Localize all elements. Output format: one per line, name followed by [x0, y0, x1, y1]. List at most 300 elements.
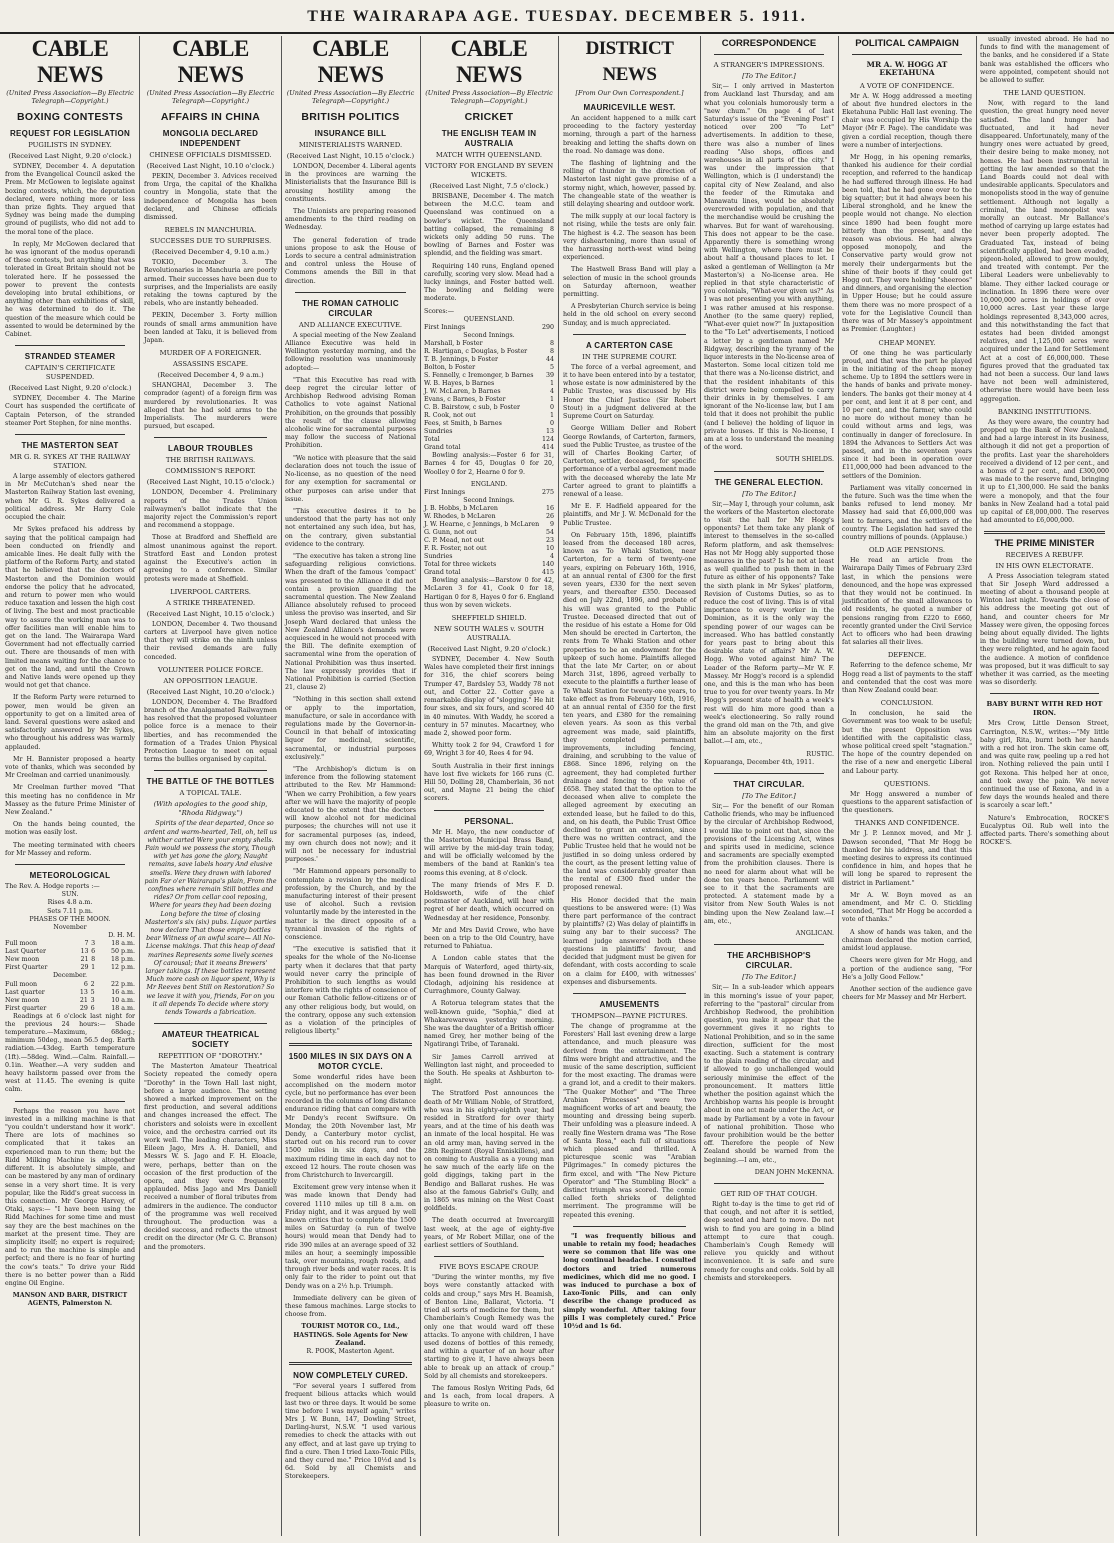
- paragraph: A Rotorua telegram states that the well-known guide, "Sophia," died at Whakarewarewa yesterday morning. She was the daughter of a British officer named Grey, her mother being of the Ngatirangi Tribe, of Taranaki.: [424, 1000, 554, 1049]
- paragraph: Mr and Mrs David Crowe, who have been on a trip to the Old Country, have returned to Pahiatua.: [424, 926, 554, 951]
- paragraph: "The executive has taken a strong line safeguarding religious convictions. When the draft of the famous 'compact' was presented to the Alliance it did not contain a provision guarding the sacramental question. The New Zealand Alliance absolutely refused to proceed unless the proviso was inserted, and Sir Joseph Ward declared that unless the New Zealand Alliance's demands were acquiesced in he would not proceed with the Bill. The definite exemption of sacramental wine from the operation of National Prohibition was thus inserted. The law expressly provides that if National Prohibition is carried (Section 21, clause 2): [285, 552, 416, 692]
- divider: [289, 1043, 412, 1046]
- advertisement: Mrs Crow, Little Denson Street, Carrington, N.S.W., writes:—"My little baby girl, Rita, burnt both her hands with a red hot iron. The skin came off, and was quite raw, peeling up a red hot iron. Nothing relieved the pain until I got Rexona. This helped her at once, and took away the pain. We never continued the use of Rexona, and in a few days the wounds healed and there is scarcely a scar left.": [980, 720, 1109, 810]
- headline: METEOROLOGICAL: [29, 871, 111, 881]
- received-time: (Received Last Night, 9.20 o'clock.): [8, 152, 132, 160]
- subheadline: NEW SOUTH WALES v. SOUTH AUSTRALIA.: [433, 625, 545, 643]
- row-label: Grand total: [424, 569, 461, 577]
- column-2: [141, 36, 280, 1536]
- row-label: Full moon: [5, 940, 38, 948]
- scorecard-row: [424, 372, 554, 380]
- received-time: (Received Last Night, 10.20 o'clock.): [146, 687, 275, 696]
- row-label: F. R. Foster, not out: [424, 545, 487, 553]
- advertisement: "During the winter months, my five boys were constantly attacked with colds and croup," says Mrs H. Beamish, of Benton Line, Ballarat, Victoria. "I tried all sorts of medicine for them, but Chamberlain's Cough Remedy was the only one that would ward off these attacks. To anyone with children, I have used dozens of bottles of this remedy, and within a quarter of an hour after starting to give it, I have always been able to break up an attack of croup." Sold by all chemists and storekeepers.: [424, 1274, 554, 1380]
- paragraph: The Masterton Amateur Theatrical Society repeated the comedy opera "Dorothy" in the Town Hall last night, before a large audience. The setting showed a marked improvement on the first production, and several additions and changes increased the effect. The choristers and soloists were in excellent voice, and the orchestra carried out its work well. The leading characters, Miss Eileen Jago, Mrs A. H. Daniell, and Messrs W. S. Jago and F. H. Eloacle, were, perhaps, better than on the occasion of the first production of the opera, and they were frequently applauded. Miss Jago and Mrs Daniell received a number of floral tributes from admirers in the audience. The conductor of the programme was well received throughout. The production was a decided success, and reflects the utmost credit on the director (Mr G. C. Branson) and the promoters.: [144, 1063, 277, 1251]
- moon-phase-row: [5, 997, 135, 1005]
- credit-line: (United Press Association—By Electric Telegraph—Copyright.): [286, 89, 415, 105]
- row-value: 8: [549, 340, 554, 348]
- row-value: 8: [91, 956, 96, 964]
- section-title: POLITICAL CAMPAIGN: [855, 38, 959, 49]
- subheadline: SUCCESSES DUE TO SURPRISES.: [149, 237, 272, 246]
- row-value: 3: [90, 996, 95, 1004]
- advertisement: "For several years I suffered from frequent bilious attacks which would last two or three days. It would be some time before I was myself again," writes Mrs J. W. Bunn, 147, Dowling Street, Darling-hurst, N.S.W. "I used various remedies to check the attacks with out any effect, and at last gave up trying to find a cure. Then I tried Laxo-Tonic Pills, and they cured me." Price 10½d and 1s 6d. Sold by all Chemists and Storekeepers.: [285, 1383, 416, 1481]
- column-5: [560, 36, 699, 1536]
- headline: THE GENERAL ELECTION.: [714, 477, 824, 487]
- paragraph: Mr Hogg answered a number of questions to the apparent satisfaction of the questioners.: [842, 790, 972, 815]
- paragraph: Immediate delivery can be given of these famous machines. Large stocks to choose from.: [285, 1294, 416, 1319]
- row-label: First quarter: [5, 1004, 47, 1012]
- row-value: 2: [90, 980, 95, 988]
- paragraph: On February 15th, 1896, plaintiffs leased from the deceased 180 acres, known as To Whaki Station, near Carterton, for a term of twenty-one years, expiring on February 16th, 1916, at an annual rental of £300 for the first seven years, £330 for the next seven years, and thereafter £350. Deceased died on July 22nd, 1896, and probate of his will was granted to the Public Trustee. Deceased directed that out of the residue of his estate a Home for Old Men should be erected in Carterton, the rents from Te Whaki Station and other properties to be an endowment for the upkeep of such home. Plaintiffs alleged that the late Mr Carter, on or about March 31st, 1896, agreed verbally to execute to the plaintiffs a further lease of Te Whaki Station for twenty-one years, to take effect as from February 16th, 1916, at an annual rental of £350 for the first ten years, and £380 for the remaining eleven years. As soon as this verbal agreement was made, said plaintiffs, they completed permanent improvements, including fencing, draining, and scrubbing to the value of £868. Since 1896, relying on the agreement, they had completed further drainage and fencing to the value of £658. They stated that the option to the deceased when alive to complete the alleged agreement by executing an extended lease, but he failed to do this, and, on his death, the Public Trust Office declined to grant an extension, since there was no written contract, and the Public Trustee held that he would not be justified in so doing unless ordered by the court, as the present letting value of the land was considerably greater than the rental of £300 fixed under the proposed renewal.: [563, 531, 696, 892]
- scorecard-england: [424, 505, 554, 561]
- advertisement: "I was frequently bilious and unable to retain my food; headaches were so common that life was one long continual headache. I consulted doctors and tried numerous medicines, which did me no good. I was induced to purchase a box of Laxo-Tonic Pills, and can only describe the change produced as simply wonderful. After taking four pills I was completely cured." Price 10½d and 1s 6d.: [563, 1232, 696, 1331]
- headline: STRANDED STEAMER: [24, 352, 116, 362]
- scorecard-row: [424, 364, 554, 372]
- headline: A STRANGER'S IMPRESSIONS.: [713, 61, 825, 70]
- divider: [714, 944, 824, 945]
- subheadline: MINISTERIALISTS WARNED.: [298, 141, 403, 149]
- advertisement: Perhaps the reason you have not invested in a milking machine is that "you couldn't understand how it work". There are lots of machines so complicated that it takes an experienced man to run them; but the Ridd Milking Machine is altogether different. It is absolutely simple, and can be mastered by any man of ordinary sense in a very short time. It is very popular, like the Ridd's great success in this connection. Mr George Harvey, of Otaki, says:— "I have been using the Ridd Machines for some time and must say they are the best machines on the market at the present time. They are simplicity itself; no expert is required; and to run the machine is simple and perfect; and there is no fear of hurting the cow's teats." To drive your Ridd there is no better power than a Ridd engine Oil Engine.: [5, 1107, 135, 1287]
- row-value: 0: [549, 404, 554, 412]
- paragraph: The meeting terminated with cheers for Mr Massey and reform.: [5, 841, 135, 857]
- paragraph: South Australia in their first innings have lost five wickets for 166 runs (C. Hill 50, Dolling 28, Chamberlain, 36 not out, and Mayne 21 being the chief scorers.: [424, 762, 554, 803]
- row-value: 16: [545, 505, 554, 513]
- row-label: W. B. Hayes, b Barnes: [424, 380, 495, 388]
- paragraph: PEKIN, December 3. Forty million rounds of small arms ammunition have been landed at Taku, it is believed from Japan.: [144, 312, 277, 345]
- editor-line: [To The Editor.]: [742, 489, 796, 498]
- row-value: 39: [545, 372, 554, 380]
- subheadline: BANKING INSTITUTIONS.: [997, 407, 1092, 416]
- row-value: 4: [549, 388, 554, 396]
- row-label: T. B. Jennings, b Foster: [424, 356, 498, 364]
- received-time: (Received Last Night, 10.10 o'clock.): [146, 162, 275, 170]
- headline: THE BATTLE OF THE BOTTLES: [146, 777, 275, 787]
- row-value: 10: [545, 545, 554, 553]
- paragraph: LONDON, December 4. Liberal agents in the provinces are warning the Ministerialists that the Insurance Bill is arousing hostility among the constituents.: [285, 163, 417, 203]
- signature: RUSTIC.: [806, 750, 834, 758]
- subheadline: VOLUNTEER POLICE FORCE.: [157, 665, 264, 674]
- signature: DEAN JOHN McKENNA.: [754, 1168, 834, 1176]
- row-value: 50 p.m.: [110, 948, 135, 956]
- row-value: 13: [545, 428, 554, 436]
- innings-total: [424, 436, 554, 452]
- row-label: R. Cook, not out: [424, 412, 476, 420]
- paragraph: Cheers were given for Mr Hogg, and a portion of the audience sang, "For He's a Jolly Good Fellow.": [842, 957, 972, 981]
- moon-phase-row: [5, 948, 135, 956]
- paragraph: George William Deller and Robert George Rowlands, of Carterton, farmers, sued the Public Trustee, as trustee of the will of Charles Booking Carter, of Carterton, settler, deceased, for specific performance of a verbal agreement made with the deceased whereby the late Mr Carter agreed to grant to plaintiffs a renewal of a lease.: [563, 425, 696, 498]
- headline: THE PRIME MINISTER: [994, 538, 1095, 550]
- subheadline: INSURANCE BILL: [314, 129, 387, 138]
- column-rule: [558, 36, 559, 1536]
- moon-phase-row: [5, 964, 135, 972]
- paragraph: TOKIO, December 3. The Revolutionaries in Manchuria are poorly armed. Their successes have been due to surprises, and the Imperialists are easily retaking the towns captured by the rebels, who are instantly beheaded.: [144, 259, 277, 308]
- row-value: 6: [90, 1004, 95, 1012]
- scorecard-row: [424, 380, 554, 388]
- credit-line: (United Press Association—By Electric Telegraph—Copyright.): [146, 89, 275, 105]
- advertisement-sign: R. POOK, Masterton Agent.: [306, 1348, 395, 1355]
- divider: [714, 471, 824, 472]
- column-8: [977, 36, 1112, 1536]
- divider: [289, 1362, 412, 1365]
- subheadline: THE ENGLISH TEAM IN AUSTRALIA: [441, 129, 537, 148]
- subheadline: A STRIKE THREATENED.: [165, 598, 256, 607]
- scorecard-row: [424, 420, 554, 428]
- row-label: Sundries: [424, 553, 453, 561]
- scorecard-row: [424, 553, 554, 561]
- headline: NOW COMPLETELY CURED.: [293, 1371, 408, 1381]
- paragraph: A show of hands was taken, and the chairman declared the motion carried, amidst loud applause.: [842, 928, 972, 953]
- credit-line: [From Our Own Correspondent.]: [575, 89, 684, 97]
- paragraph: SYDNEY, December 4. The Marine Court has suspended the certificate of Captain Peterson, of the stranded steamer Port Stephen, for nine months.: [5, 395, 135, 427]
- scorecard-row: [424, 348, 554, 356]
- subheadline: CONCLUSION.: [880, 699, 934, 708]
- row-value: 29: [80, 964, 89, 972]
- paragraph: "Nothing in this section shall extend or apply to the importation, manufacture, or sale in accordance with regulations made by the Governor-in-Council in that behalf of intoxicating liquor for medicinal, scientific, sacramental, or industrial purposes exclusively.": [285, 696, 416, 761]
- headline: AMATEUR THEATRICAL SOCIETY: [161, 1030, 260, 1050]
- scorecard-row: [424, 545, 554, 553]
- subheadline: CAPTAIN'S CERTIFICATE SUSPENDED.: [24, 364, 116, 382]
- divider: [15, 864, 125, 865]
- scorecard-row: [424, 505, 554, 513]
- row-label: Total: [424, 436, 440, 444]
- subheadline: (With apologies to the good ship, "Rhoda Ridgway."): [153, 800, 268, 818]
- scorecard-row: [424, 513, 554, 521]
- column-6: [701, 36, 837, 1536]
- row-value: 6: [91, 948, 96, 956]
- moon-table-november: [5, 940, 135, 972]
- scorecard-row: [424, 404, 554, 412]
- paragraph: Mr J. P. Lennox moved, and Mr J. Dawson seconded, "That Mr Hogg be thanked for his address, and that this meeting desires to express its continued confidence in him, and hopes that he will long be spared to represent the district in Parliament.": [842, 830, 972, 887]
- subheadline: AND ALLIANCE EXECUTIVE.: [298, 320, 403, 329]
- row-value: 290: [541, 324, 554, 332]
- headline: BRITISH POLITICS: [301, 111, 400, 123]
- received-time: (Received Last Night, 10.15 o'clock.): [146, 609, 275, 618]
- paragraph: Mr H. Bannister proposed a hearty vote of thanks, which was seconded by Mr Creelman and carried unanimously.: [5, 755, 135, 780]
- received-time: (Received Last Night, 10.15 o'clock.): [146, 478, 275, 487]
- row-value: 18 a.m.: [111, 940, 135, 948]
- moon-phase-row: [5, 956, 135, 964]
- advertisement: The famous Roslyn Writing Pads, 6d and 1s each, from local drapers. A pleasure to write on.: [424, 1384, 554, 1409]
- paragraph: The flashing of lightning and the rolling of thunder in the direction of Masterton last night gave promise of a stormy night, which, however, passed by. The changeable state of the weather is still delaying shearing and outdoor work.: [563, 160, 696, 209]
- scorecard-row: [424, 529, 554, 537]
- divider: [15, 434, 125, 435]
- divider: [852, 54, 962, 55]
- paragraph: Some wonderful rides have been accomplished on the modern motor cycle, but no performance has ever been recorded in the columns of long distance endurance riding that can compare with Mr Dendy's recent Swiftsure. On Monday, the 20th November last, Mr Dendy, a Canterbury motor cyclist, started out on his record run to cover 1500 miles in six days, and the maximum riding time in each day not to exceed 12 hours. The route chosen was from Christchurch to Invercargill.: [285, 1073, 416, 1179]
- row-value: 44: [545, 356, 554, 364]
- headline: CRICKET: [464, 111, 514, 123]
- divider: [15, 1101, 125, 1102]
- subheadline: SHEFFIELD SHIELD.: [451, 614, 527, 623]
- subheadline: REQUEST FOR LEGISLATION: [9, 129, 131, 138]
- row-value: 23: [545, 537, 554, 545]
- paragraph: Those at Bradford and Sheffield are almost unanimous against the report. Stratford East and London protest against the Executive's action in agreeing to a conference. Similar protests were made at Sheffield.: [144, 534, 277, 583]
- paragraph: Scores:—: [424, 307, 455, 315]
- headline: A CARTERTON CASE: [585, 340, 674, 350]
- editor-line: [To The Editor.]: [742, 72, 796, 81]
- row-value: 1: [549, 412, 554, 420]
- divider: [154, 770, 267, 771]
- subheadline: QUESTIONS.: [883, 779, 931, 788]
- divider: [15, 345, 125, 346]
- paragraph: In reply, Mr McGowen declared that he was ignorant of the modus operandi of these contests, but anything that was tolerated in Great Britain should not be tolerated here. If he possessed the power to prevent the contests developing into brutal exhibitions, or anything other than exhibitions of skill, he was determined to do it. The question of the measure which could be assented to would be determined by the Cabinet.: [5, 240, 135, 339]
- row-value: 1: [91, 964, 96, 972]
- paragraph: The force of a verbal agreement, and it to have been entered into by a testator, whose estate is now administered by the Public Trustee, was discussed by His Honor the Chief Justice (Sir Robert Stout) in a judgment delivered at the Supreme Court on Saturday.: [563, 363, 696, 421]
- subheadline: DEFENCE.: [887, 651, 927, 660]
- scorecard-queensland: [424, 340, 554, 436]
- credit-line: (United Press Association—By Electric Telegraph—Copyright.): [6, 89, 134, 105]
- paragraph: A London cable states that the Marquis of Waterford, aged thirty-six, has been found drowned in the River Clodagh, adjoining his residence at Curraghmore, County Galway.: [424, 955, 554, 996]
- paragraph: As they were aware, the country had propped up the Bank of New Zealand, and had a large interest in its business, although it did not get a proportion of the profits. Last year the shareholders received a dividend of 12 per cent., and a bonus of 2 per cent., and £300,000 was made to the reserve fund, bringing it up to £1,300,000. He said the banks were a monopoly, and that the four banks in New Zealand had a total paid up capital of £8,000,000. The reserves had amounted to £6,000,000.: [980, 418, 1109, 525]
- row-label: Full moon: [5, 980, 38, 988]
- team-name: QUEENSLAND.: [463, 315, 515, 323]
- divider: [573, 334, 686, 335]
- row-label: J. W. Hearne, c Jennings, b McLaren: [424, 521, 540, 529]
- masthead-title: THE WAIRARAPA AGE. TUESDAY. DECEMBER 5. 1911.: [307, 8, 807, 25]
- paragraph: Mr A. W. Hogg addressed a meeting of about five hundred electors in the Eketahuna Public Hall last evening. The chair was occupied by His Worship the Mayor (Mr F. Page). The candidate was given a cordial reception, though there were a number of interjections.: [842, 92, 972, 149]
- paragraph: "Mr Hammond appears personally to contemplate a revision by the medical profession, by the Church, and by the manufacturing interest of their present use of alcohol. Such a revision voluntarily made by the interested in the matter is the direct opposite of a tyrannical invasion of the rights of conscience.: [285, 868, 416, 942]
- paragraph: Sir,— For the benefit of our Roman Catholic friends, who may be influenced by the circular of Archbishop Redwood, I would like to point out that, since the provisions of the Licensing Act, wines and spirits used in medicine, science and sacraments are specially exempted from the prohibition clauses. There is no need for alarm about what will be done ten years hence. Parliament will see to it that the sacraments are protected. A statement made by a visitor from New South Wales is not binding upon the New Zealand law.—I am, etc.,: [704, 803, 834, 925]
- subheadline: RECEIVES A REBUFF.: [1005, 550, 1084, 559]
- subheadline: MR G. R. SYKES AT THE RAILWAY STATION.: [9, 453, 131, 471]
- advertisement: Right to-day is the time to get rid of that cough, and not after it is settled, deep seated and hard to move. Do not wish to find you are going in a blind attempt to cure that cough. Chamberlain's Cough Remedy will relieve you quickly and without inconvenience. It is safe and sure remedy for coughs and colds. Sold by all chemists and storekeepers.: [704, 1200, 834, 1282]
- row-label: First Innings: [424, 324, 466, 332]
- row-value: 29: [79, 1004, 88, 1012]
- row-value: 0: [549, 420, 554, 428]
- paragraph: "This executive desires it to be understood that the party has not only not entertained any such idea, but has, on the contrary, given substantial evidence to the contrary.: [285, 507, 416, 548]
- paragraph: Mr H. Mayo, the new conductor of the Masterton Municipal Brass Band, will arrive by the mid-day train today, and will be officially welcomed by the members of the band at Rankin's tea rooms this evening, at 8 o'clock.: [424, 828, 554, 877]
- subheadline: THE BRITISH RAILWAYS.: [165, 456, 256, 465]
- divider: [573, 993, 686, 994]
- row-label: C. P. Mead, not out: [424, 537, 485, 545]
- paragraph: LONDON, December 4. The Bradford branch of the Amalgamated Railwaymen has resolved that the proposed volunteer police force is a menace to their liberties, and has recommended the formation of a Trades Union Physical Protection League to meet on equal terms the bullies organised by capital.: [144, 698, 277, 764]
- column-7: [839, 36, 975, 1536]
- paragraph: He read an article from the Wairarapa Daily Times of February 23rd last, in which the pensions were denounced, and the hope was expressed that they would not be continued. In justification of the small allowances to old residents, he quoted a number of pensions ranging from £220 to £660, recently granted under the Civil Service Act to officers who had been drawing fat salaries all their lives.: [842, 557, 972, 647]
- divider: [154, 437, 267, 438]
- paragraph: Mr Creelman further moved "That this meeting has no confidence in Mr Massey as the future Prime Minister of New Zealand.": [5, 784, 135, 816]
- divider: [714, 1183, 824, 1184]
- row-value: 5: [90, 988, 95, 996]
- row-value: 7: [84, 940, 89, 948]
- table-header: D. H. M.: [108, 932, 135, 940]
- headline: AMUSEMENTS: [599, 999, 660, 1009]
- divider: [990, 693, 1099, 694]
- paragraph: "The Archbishop's dictum is on inference from the following statement attributed to the Rev. Mr Hammond: 'When we carry Prohibition, a few years after we will have the majority of people educated to the extent that the doctors will know alcohol not for medicinal purposes; the churches will not use it for sacramental purposes (as, indeed, my own church does not now); and it will not be necessary for industrial purposes.': [285, 766, 416, 864]
- row-value: 21: [79, 996, 88, 1004]
- row-value: 6: [83, 980, 88, 988]
- paragraph: LONDON, December 4. Preliminary reports of the Trades Union railwaymen's ballot indicate that the majority reject the Commission's report and recommend a stoppage.: [144, 489, 277, 530]
- row-value: 9: [549, 521, 554, 529]
- row-label: New moon: [5, 996, 40, 1004]
- signature: ANGLICAN.: [795, 930, 834, 938]
- subheadline: A VOTE OF CONFIDENCE.: [859, 81, 955, 90]
- row-value: 16 a.m.: [111, 988, 135, 996]
- paragraph: Parliament was vitally concerned in the future. Such was the time when the banks refused to lend money. Mr Massey had said that £6,000,000 was lent to farmers, and the settlers of the country. The Legislation had saved the country millions of pounds. (Applause.): [842, 484, 972, 541]
- section-title: CABLE NEWS: [172, 36, 249, 87]
- paragraph: Sir,—May I, through your column, ask the workers of the Masterton electorate to visit the hall for Mr Hogg's opponents? Let them take any plank of interest to themselves in the so-called Reform platform, and ask themselves: Has not Mr Hogg ably supported those measures in the past? Is he not at least as well qualified to push them in the future as either of his opponents? Take the sixth plank in Mr Sykes' platform, Revision of Customs Duties, so as to reduce the cost of living. This is of vital importance to every worker in the Dominion, as it is the only way the spending power of our wages can be increased. Who has battled constantly for years past to bring about this desirable state of affairs? Mr A. W. Hogg. Who voted against him? The Leader of the Reform party—Mr W. F. Massey. Mr Hogg's record is a splendid one, and this is the man who has been true to you for over twenty years. In Mr Hogg's present state of health a week's rest will do him more good than a week's electioneering. So rally round the grand old man on the 7th, and give him an absolute majority on the first ballot.—I am, etc.,: [704, 500, 834, 746]
- paragraph: In conclusion, he said the Government was too weak to be useful; but the present Opposition was identified with the capitalistic class, whose political creed spelt "stagnation." The hope of the country depended on the rise of a new and energetic Liberal and Labour party.: [842, 710, 972, 775]
- row-label: Total for three wickets: [424, 561, 497, 569]
- subheadline: THOMPSON—PAYNE PICTURES.: [571, 1011, 688, 1020]
- scorecard-row: [424, 412, 554, 420]
- advertisement: Nature's Embrocation, ROCKE'S Eucalyptus Oil. Rub well into the affected parts. There's something about ROCKE'S.: [980, 814, 1109, 847]
- received-time: (Received December 4, 9.10 a.m.): [151, 248, 270, 257]
- month-label: December.: [52, 972, 88, 980]
- scorecard-row: [424, 356, 554, 364]
- sun-sets: Sets 7.11 p.m.: [47, 907, 93, 915]
- column-1: [2, 36, 138, 1536]
- paragraph: Another section of the audience gave cheers for Mr Massey and Mr Herbert.: [842, 985, 972, 1002]
- row-value: 124: [541, 436, 554, 444]
- moon-phase-row: [5, 989, 135, 997]
- paragraph: Bowling analysis:—Foster 6 for 31, Barnes 4 for 45, Douglas 0 for 20, Woolley 0 for 2, Hearne 0 for 9.: [424, 452, 554, 476]
- subheadline: VICTORY FOR ENGLAND BY SEVEN WICKETS.: [424, 162, 554, 179]
- row-value: 1: [549, 396, 554, 404]
- section-title: CABLE NEWS: [450, 36, 528, 87]
- received-time: (Received Last Night, 7.5 o'clock.): [429, 182, 549, 190]
- row-label: Grand total: [424, 444, 461, 452]
- signature: SOUTH SHIELDS.: [775, 456, 834, 464]
- paragraph: The Hastwell Brass Band will play a selection of music in the school grounds on Saturday afternoon, weather permitting.: [563, 266, 696, 299]
- moon-phase-row: [5, 1005, 135, 1013]
- editor-line: [To The Editor.]: [742, 792, 796, 801]
- headline: THAT CIRCULAR.: [733, 780, 805, 790]
- subheadline: AN OPPOSITION LEAGUE.: [163, 676, 258, 685]
- subheadline: THE LAND QUESTION.: [1003, 89, 1086, 98]
- paragraph: Whitty took 2 for 94, Crawford 1 for 69, Wright 3 for 40, Rees 4 for 94.: [424, 742, 554, 758]
- headline: PERSONAL.: [464, 816, 514, 826]
- paragraph: "The executive is satisfied that it speaks for the whole of the No-license party when it declares that that party would never carry the principle of Prohibition to such lengths as would interfere with the rights of conscience of our Roman Catholic fellow-citizens or of any other religious body, but would, on the contrary, oppose any such extension as a violation of the principles of religious liberty.": [285, 946, 416, 1036]
- subheadline: THANKS AND CONFIDENCE.: [854, 819, 960, 828]
- scorecard-row: [424, 428, 554, 436]
- paragraph: Mr Hogg, in his opening remarks, thanked his audience for their cordial reception, and referred to the handicap he had suffered through illness. He had been told, that he had gone over to the big squatter; but it had always been his Liberal stronghold, and he knew the people would not change. No election since 1890 had been fought more bitterly than the present, and the reason was obvious. He had always opposed monopoly, and the Conservative party would grow not merely their undergarments but the shine of their boots if they could get Hogg out. They were holding "sheeroos" and dinners, and organising the election in Upper House; but he could assure them there was no more prospect of a vote for the Legislative Council than there was of Mr Massey's appointment as Premier. (Laughter.): [842, 154, 972, 334]
- paragraph: Now, with regard to the land question, the great hungry need never satisfied. The land hunger had fluctuated, and it had never disappeared. Unfortunately, many of the hungry ones were actuated by greed, their desire being to make money, not homes. He had been instrumental in getting the law amended so that the Land Boards could not deal with undesirable applicants. Speculators and monopolists stood in the way of genuine settlement. Although not legally a criminal, the land monopolist was morally an outcast. Mr Ballance's method of carrying up large estates had never been properly adopted. The Graduated Tax, instead of being scientifically applied, had been evaded, pigeon-holed, allowed to grow mouldy, and treated with contempt. Per the Liberal Leaders were unbelievably to blame. They either lacked courage or inclination. In 1896 there were over 10,000,000 acres in holdings of over 10,000 acres. Last year these large holdings represented 8,343,000 acres, and this notwithstanding the fact that estates had been divided amongst relatives, and 1,125,000 acres were acquired under the Land for Settlement Act at a cost of £6,000,000. These figures proved that the graduated tax had not been a success. Our land laws have not been well administered, otherwise there would have been less aggregation.: [980, 100, 1110, 403]
- subheadline: MURDER OF A FOREIGNER.: [159, 349, 262, 358]
- row-label: Last Quarter: [5, 948, 46, 956]
- paragraph: An accident happened to a milk cart proceeding to the factory yesterday morning, through a part of the harness breaking and letting the shafts down on the road. No damage was done.: [563, 115, 696, 155]
- subheadline: CHEAP MONEY.: [878, 338, 936, 347]
- headline: MR A. W. HOGG AT EKETAHUNA: [866, 60, 948, 78]
- paragraph: On the hands being counted, the motion was easily lost.: [5, 821, 135, 837]
- column-4: [421, 36, 557, 1536]
- paragraph: Bowling analysis:—Barstow 0 for 42, McLaren 3 for 41, Cook 0 for 18, Hartigan 0 for 8, Hayes 0 for 6. England thus won by seven wickets.: [424, 577, 554, 609]
- headline: THE MASTERTON SEAT: [21, 441, 119, 451]
- moon-phase-row: [5, 981, 135, 989]
- paragraph: Readings at 6 o'clock last night for the previous 24 hours:— Shade temperature.—Maximum, 68deg.; minimum 50deg., mean 56.5 deg. Earth radiation.—43deg. Earth temperature (1ft).—58deg. Wind.—Calm. Rainfall.—0.1in. Weather.—A very sudden and heavy hailstorm passed over from the west at 11.45. The evening is quite calm.: [5, 1012, 135, 1094]
- subheadline: OLD AGE PENSIONS.: [868, 546, 946, 555]
- paragraph: A large assembly of electors gathered in Mr McCutchan's shed near the Masterton Railway Station last evening, when Mr G. R. Sykes delivered a political address. Mr Harry Cole occupied the chair.: [5, 473, 135, 522]
- section-title: CABLE NEWS: [31, 36, 109, 87]
- paragraph: Sir,— I only arrived in Masterton from Auckland last Thursday, and am what you colonials humorously term a "new chum." On page 4 of last Saturday's issue of the "Evening Post" I noticed over 200 "To Let" advertisements. In addition to these, there was also a number of lines reading "Also shops, offices and warehouses in all parts of the city." I was under the impression that Wellington, which is (I understand) the capital city of New Zealand, and also the feeder of the Rimutaka and Manawatu lines, would be absolutely overcrowded with population, and that the merchandise would be crushing the wharves. But for want of warehousing. This does not appear to be the case. Apparently there is something wrong with Wellington, where there must be about half a thousand places to let. I asked a gentleman of Wellington (a Mr Masterton's) a No-license area. He replied in that style characteristic of you colonials, "What-ever given us?" As I was not presenting you with anything, I was rather amused at his response. Another (to the same query) replied, "What-ever quiet now?" In juxtaposition to the "To Let" advertisements, I noticed a letter by a gentleman named Mr Ridgway, describing the tyranny of the liquor interests in the No-license area of Masterton. Some local citizen told me that there was a No-license district, and that the resident inhabitants of this district were being compelled to carry their drinks in by themselves. I am ignorant of the No-license law, but I am told that it does not prohibit the public (and I believe) the holding of liquor in private houses. If this is No-license, I am at a loss to understand the meaning of the word.: [704, 83, 834, 452]
- column-rule: [139, 36, 140, 1536]
- paragraph: The many friends of Mrs F. D. Holdsworth, wife of the chief postmaster of Auckland, will hear with regret of her death, which occurred on Wednesday at her residence, Ponsonby.: [424, 881, 554, 922]
- paragraph: If the Reform Party were returned to power, men would be given an opportunity to get on a limited area of land. Several questions were asked and satisfactorily answered by Mr Sykes, who throughout his address was warmly applauded.: [5, 694, 135, 751]
- column-3: [282, 36, 419, 1536]
- subheadline: A TOPICAL TALE.: [179, 789, 242, 798]
- paragraph: usually invested abroad. He had no funds to find with the management of the banks, and he considered if a State bank was established the officers who were appointed, competent should not be allowed to suffer.: [980, 36, 1109, 85]
- scorecard-row: [424, 396, 554, 404]
- innings-label: Second Innings.: [463, 497, 515, 505]
- scorecard-row: [424, 521, 554, 529]
- paragraph: Excitement grew very intense when it was made known that Dendy had covered 1110 miles up till 8 a.m. on Friday night, and it was argued by well known critics that to complete the 1500 miles on Saturday (a run of twelve hours) would mean that Dendy had to ride 390 miles at an average speed of 32 miles an hour, a seemingly impossible task, over mountains, rough roads, and through river beds and water races. It is only fair to the rider to point out that Dendy was on a 2½ h.p. Triumph.: [285, 1184, 416, 1290]
- row-value: 22 p.m.: [110, 980, 135, 988]
- paragraph: Sir,— In a sub-leader which appears in this morning's issue of your paper, referring to the "pastoral" circular from Archbishop Redwood, the prohibition question, you make it appear that the government gives it no rights to National Prohibition, and so in the same direction, sufficient for the most exacting. Such a statement is contrary to the plain reading of the circular, and if allowed to go unchallenged would seriously minimise the effect of the pronouncement. It matters little whether the position against which the Archbishop warns his people is brought about in one act made under the Act, or made by Parliament by a vote in favour of national prohibition. Those who favour prohibition would be the better off. Therefore the people of New Zealand should be warned from the beginning.—I am, etc.,: [704, 984, 834, 1164]
- headline: FIVE BOYS ESCAPE CROUP.: [439, 1263, 539, 1272]
- advertisement-sign: TOURIST MOTOR CO., Ltd., HASTINGS. Sole Agents for New Zealand.: [293, 1323, 408, 1347]
- paragraph: LONDON, December 4. Two thousand carters at Liverpool have given notice that they will strike on the ninth unless their revised demands are fully conceded.: [144, 620, 277, 661]
- paragraph: SHANGHAI, December 3. The comprador (agent) of a foreign firm was murdered by revolutionaries. It was alleged that he had sold arms to the Imperialists. The murderers were pursued, but escaped.: [144, 382, 277, 431]
- paragraph: PEKIN, December 3. Advices received from Urga, the capital of the Khalkha country in Mongolia, state that the independence of Mongolia has been declared, and Chinese officials dismissed.: [144, 173, 277, 222]
- row-label: Evans, c Barnes, b Foster: [424, 396, 506, 404]
- row-value: 21: [80, 956, 89, 964]
- row-label: Marshall, b Foster: [424, 340, 483, 348]
- team-name: ENGLAND.: [470, 480, 508, 488]
- paragraph: His Honor decided that the main questions to be answered were: (1) Was there part performance of the contract by plaintiffs? (2) Was delay of plaintiffs in suing any bar to their success? The learned judge answered both these questions in plaintiffs' favour, and decided that judgment must be given for defendant, with costs according to scale on a claim for £400, with witnesses' expenses and disbursements.: [563, 896, 696, 986]
- row-label: New moon: [5, 956, 40, 964]
- subheadline: IN THE SUPREME COURT.: [582, 352, 677, 361]
- paragraph: The milk supply at our local factory is not rising, while the tests are only fair. The highest is 4.2. The season has been very disheartening, more than usual of the harrassing north-west wind being experienced.: [563, 213, 696, 262]
- received-time: (Received Last Night, 9.20 o'clock.): [427, 645, 551, 654]
- subheadline: PHASES OF THE MOON.: [29, 915, 111, 923]
- row-label: Sundries: [424, 428, 453, 436]
- divider: [434, 1256, 544, 1257]
- row-label: Fees, st Smith, b Barnes: [424, 420, 502, 428]
- paragraph: The Unionists are preparing reasoned amendments to the third reading on Wednesday.: [285, 208, 416, 232]
- headline: BABY BURNT WITH RED HOT IRON.: [986, 700, 1103, 718]
- paragraph: Of one thing he was particularly proud, and that was the part he played in the initiating of the cheap money scheme. Up to 1894 the settlers were in the hands of banks and private money-lenders. The banks got their money at 4 per cent, and lent it at 8 per cent, and 10 per cent, and the farmer, who could no more do without money than he could without arms and legs, was continually in danger of foreclosure. In 1894 the Advances to Settlers Act was passed, and in the seventeen years since it had been in operation over £11,000,000 had been advanced to the settlers of the Dominion.: [842, 349, 972, 480]
- row-label: First Quarter: [5, 964, 48, 972]
- subheadline: PUGILISTS IN SYDNEY.: [28, 141, 112, 149]
- row-value: 5: [549, 364, 554, 372]
- headline: GET RID OF THAT COUGH.: [720, 1189, 818, 1198]
- row-label: R. Hartigan, c Douglas, b Foster: [424, 348, 528, 356]
- row-label: Bolton, b Foster: [424, 364, 476, 372]
- paragraph: The death occurred at Invercargill last week, at the age of eighty-five years, of Mr Robert Millar, one of the earliest settlers of Southland.: [424, 1217, 554, 1250]
- received-time: (Received December 4, 9 a.m.): [157, 371, 264, 380]
- subheadline: ASSASSINS ESCAPE.: [172, 360, 249, 369]
- divider: [154, 1023, 267, 1024]
- subheadline: MONGOLIA DECLARED INDEPENDENT: [162, 129, 259, 148]
- headline: 1500 MILES IN SIX DAYS ON A MOTOR CYCLE.: [288, 1051, 413, 1071]
- section-title: DISTRICT NEWS: [585, 38, 674, 85]
- paragraph: The general federation of trade unions propose to ask the House of Lords to secure a central administration and control unless the House of Commons amends the Bill in that direction.: [285, 236, 416, 285]
- row-value: 1: [549, 380, 554, 388]
- paragraph: BRISBANE, December 4. The match between the M.C.C. team and Queensland was continued on a bowler's wicket. The Queensland batting collapsed, the remaining 8 wickets only adding 50 runs. The bowling of Barnes and Foster was splendid, and the fielding was smart.: [424, 193, 554, 258]
- divider: [295, 292, 406, 293]
- row-value: 140: [541, 561, 554, 569]
- row-value: 414: [541, 444, 554, 452]
- divider: [714, 54, 824, 55]
- subheadline: REPETITION OF "DOROTHY.": [158, 1052, 263, 1061]
- moon-table-december: [5, 981, 135, 1013]
- scorecard-row: [424, 537, 554, 545]
- paragraph: Sir James Carroll arrived at Wellington last night, and proceeded to the South. He speaks at Ashburton to-night.: [424, 1053, 554, 1086]
- divider: [434, 810, 544, 811]
- sun-rises: Rises 4.8 a.m.: [47, 899, 93, 907]
- paragraph: A Presbyterian Church service is being held in the old school on every second Sunday, and is much appreciated.: [563, 303, 696, 327]
- row-value: 18 a.m.: [111, 1004, 135, 1012]
- subheadline: CHINESE OFFICIALS DISMISSED.: [149, 151, 272, 159]
- scorecard-row: [424, 340, 554, 348]
- paragraph: "We notice with pleasure that the said declaration does not touch the issue of No-license, as no question of the need for any exemption for sacramental or other purposes can arise under that issue.: [285, 454, 416, 503]
- advertisement-sign: MANSON AND BARR, DISTRICT AGENTS, Palmerston N.: [12, 1292, 128, 1308]
- subheadline: SUN.: [61, 891, 79, 899]
- received-time: (Received Last Night, 10.15 o'clock.): [286, 152, 415, 160]
- row-label: J. W. McLaren, b Barnes: [424, 388, 501, 396]
- subheadline: IN HIS OWN ELECTORATE.: [995, 561, 1094, 570]
- paragraph: Requiring 140 runs, England opened carefully, scoring very slow. Mead had a lucky innings, and Foster batted well. The bowling and fielding were moderate.: [424, 262, 554, 303]
- paragraph: The Rev. A. Hodge reports :—: [5, 883, 100, 891]
- row-label: G. Gunn, not out: [424, 529, 477, 537]
